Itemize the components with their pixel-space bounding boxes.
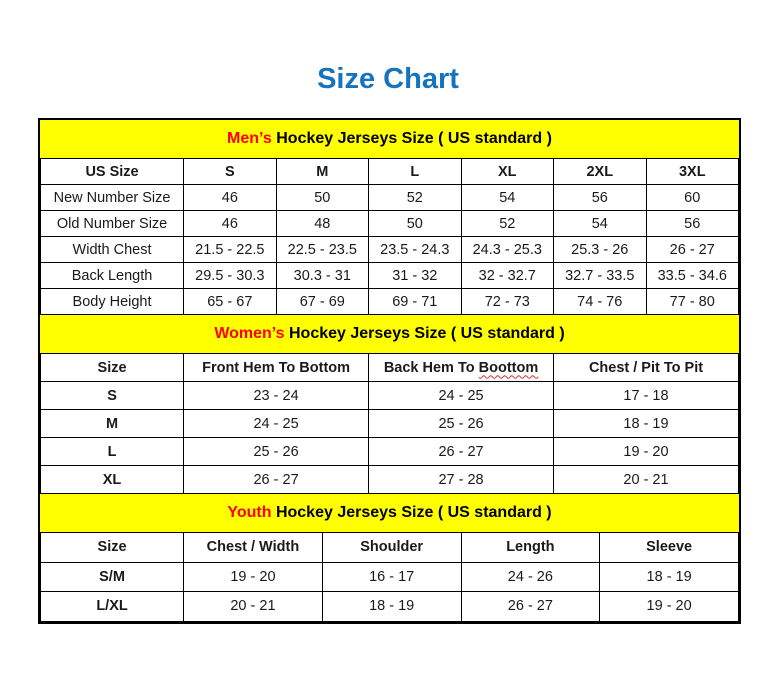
youth-table-banner — [40, 494, 739, 532]
size-value-cell: 54 — [554, 211, 646, 237]
size-value-cell: 18 - 19 — [600, 562, 739, 592]
size-value-cell: 23 - 24 — [184, 382, 369, 410]
size-value-cell: 26 - 27 — [646, 237, 739, 263]
womens-banner-text: Hockey Jerseys Size ( US standard ) — [289, 325, 565, 342]
column-header: Back Hem To Boottom — [369, 354, 554, 382]
size-value-cell: 69 - 71 — [369, 289, 461, 315]
size-value-cell: 30.3 - 31 — [276, 263, 368, 289]
size-value-cell: 16 - 17 — [322, 562, 461, 592]
row-label: M — [41, 410, 184, 438]
size-value-cell: 56 — [554, 185, 646, 211]
size-value-cell: 26 - 27 — [461, 592, 600, 622]
column-header: Size — [41, 354, 184, 382]
size-value-cell: 65 - 67 — [184, 289, 276, 315]
column-header: Sleeve — [600, 533, 739, 563]
size-value-cell: 50 — [276, 185, 368, 211]
mens-size-table — [40, 158, 739, 315]
column-header: S — [184, 159, 276, 185]
table-row — [41, 382, 739, 410]
row-label: L — [41, 438, 184, 466]
mens-banner-text: Hockey Jerseys Size ( US standard ) — [276, 130, 552, 147]
column-header: Front Hem To Bottom — [184, 354, 369, 382]
column-header: Chest / Pit To Pit — [554, 354, 739, 382]
youth-size-section — [40, 494, 739, 622]
column-header: 2XL — [554, 159, 646, 185]
womens-size-section — [40, 315, 739, 494]
size-value-cell: 26 - 27 — [184, 466, 369, 494]
youth-size-table — [40, 532, 739, 622]
row-label: New Number Size — [41, 185, 184, 211]
size-value-cell: 29.5 - 30.3 — [184, 263, 276, 289]
mens-table-banner — [40, 120, 739, 158]
size-value-cell: 77 - 80 — [646, 289, 739, 315]
size-value-cell: 32.7 - 33.5 — [554, 263, 646, 289]
page-title: Size Chart — [317, 63, 459, 95]
column-header: 3XL — [646, 159, 739, 185]
size-value-cell: 19 - 20 — [554, 438, 739, 466]
column-header-row — [41, 159, 739, 185]
table-row — [41, 289, 739, 315]
row-label: L/XL — [41, 592, 184, 622]
table-row — [41, 592, 739, 622]
size-value-cell: 32 - 32.7 — [461, 263, 553, 289]
row-label: XL — [41, 466, 184, 494]
mens-banner-highlight: Men’s — [227, 130, 272, 147]
size-value-cell: 24 - 26 — [461, 562, 600, 592]
youth-banner-text: Hockey Jerseys Size ( US standard ) — [275, 504, 552, 521]
size-value-cell: 60 — [646, 185, 739, 211]
table-row — [41, 562, 739, 592]
row-label: Old Number Size — [41, 211, 184, 237]
size-value-cell: 18 - 19 — [322, 592, 461, 622]
size-value-cell: 72 - 73 — [461, 289, 553, 315]
column-header: M — [276, 159, 368, 185]
size-value-cell: 25 - 26 — [369, 410, 554, 438]
size-value-cell: 48 — [276, 211, 368, 237]
size-value-cell: 46 — [184, 185, 276, 211]
column-header: Chest / Width — [184, 533, 323, 563]
column-header: L — [369, 159, 461, 185]
size-value-cell: 20 - 21 — [554, 466, 739, 494]
size-value-cell: 23.5 - 24.3 — [369, 237, 461, 263]
size-value-cell: 17 - 18 — [554, 382, 739, 410]
column-header-row — [41, 533, 739, 563]
mens-size-section — [40, 120, 739, 315]
table-row — [41, 438, 739, 466]
youth-banner-highlight: Youth — [227, 504, 272, 521]
row-label: S/M — [41, 562, 184, 592]
size-value-cell: 52 — [461, 211, 553, 237]
size-value-cell: 46 — [184, 211, 276, 237]
column-header: Shoulder — [322, 533, 461, 563]
size-value-cell: 18 - 19 — [554, 410, 739, 438]
column-header: Size — [41, 533, 184, 563]
row-label: Width Chest — [41, 237, 184, 263]
size-value-cell: 24.3 - 25.3 — [461, 237, 553, 263]
column-header: US Size — [41, 159, 184, 185]
table-row — [41, 237, 739, 263]
womens-size-table — [40, 353, 739, 494]
size-value-cell: 21.5 - 22.5 — [184, 237, 276, 263]
size-value-cell: 24 - 25 — [184, 410, 369, 438]
size-value-cell: 20 - 21 — [184, 592, 323, 622]
size-value-cell: 25 - 26 — [184, 438, 369, 466]
size-value-cell: 26 - 27 — [369, 438, 554, 466]
column-header-row — [41, 354, 739, 382]
table-row — [41, 185, 739, 211]
misspelled-word: Boottom — [478, 359, 539, 376]
size-value-cell: 24 - 25 — [369, 382, 554, 410]
size-value-cell: 33.5 - 34.6 — [646, 263, 739, 289]
row-label: Back Length — [41, 263, 184, 289]
column-header: Length — [461, 533, 600, 563]
row-label: S — [41, 382, 184, 410]
size-value-cell: 19 - 20 — [184, 562, 323, 592]
size-value-cell: 74 - 76 — [554, 289, 646, 315]
row-label: Body Height — [41, 289, 184, 315]
size-chart-tables — [38, 118, 741, 624]
table-row — [41, 410, 739, 438]
size-value-cell: 56 — [646, 211, 739, 237]
size-value-cell: 67 - 69 — [276, 289, 368, 315]
size-value-cell: 31 - 32 — [369, 263, 461, 289]
size-value-cell: 54 — [461, 185, 553, 211]
table-row — [41, 211, 739, 237]
column-header: XL — [461, 159, 553, 185]
womens-table-banner — [40, 315, 739, 353]
size-value-cell: 50 — [369, 211, 461, 237]
table-row — [41, 466, 739, 494]
size-value-cell: 25.3 - 26 — [554, 237, 646, 263]
womens-banner-highlight: Women’s — [214, 325, 285, 342]
size-value-cell: 27 - 28 — [369, 466, 554, 494]
size-value-cell: 22.5 - 23.5 — [276, 237, 368, 263]
table-row — [41, 263, 739, 289]
size-value-cell: 19 - 20 — [600, 592, 739, 622]
size-value-cell: 52 — [369, 185, 461, 211]
